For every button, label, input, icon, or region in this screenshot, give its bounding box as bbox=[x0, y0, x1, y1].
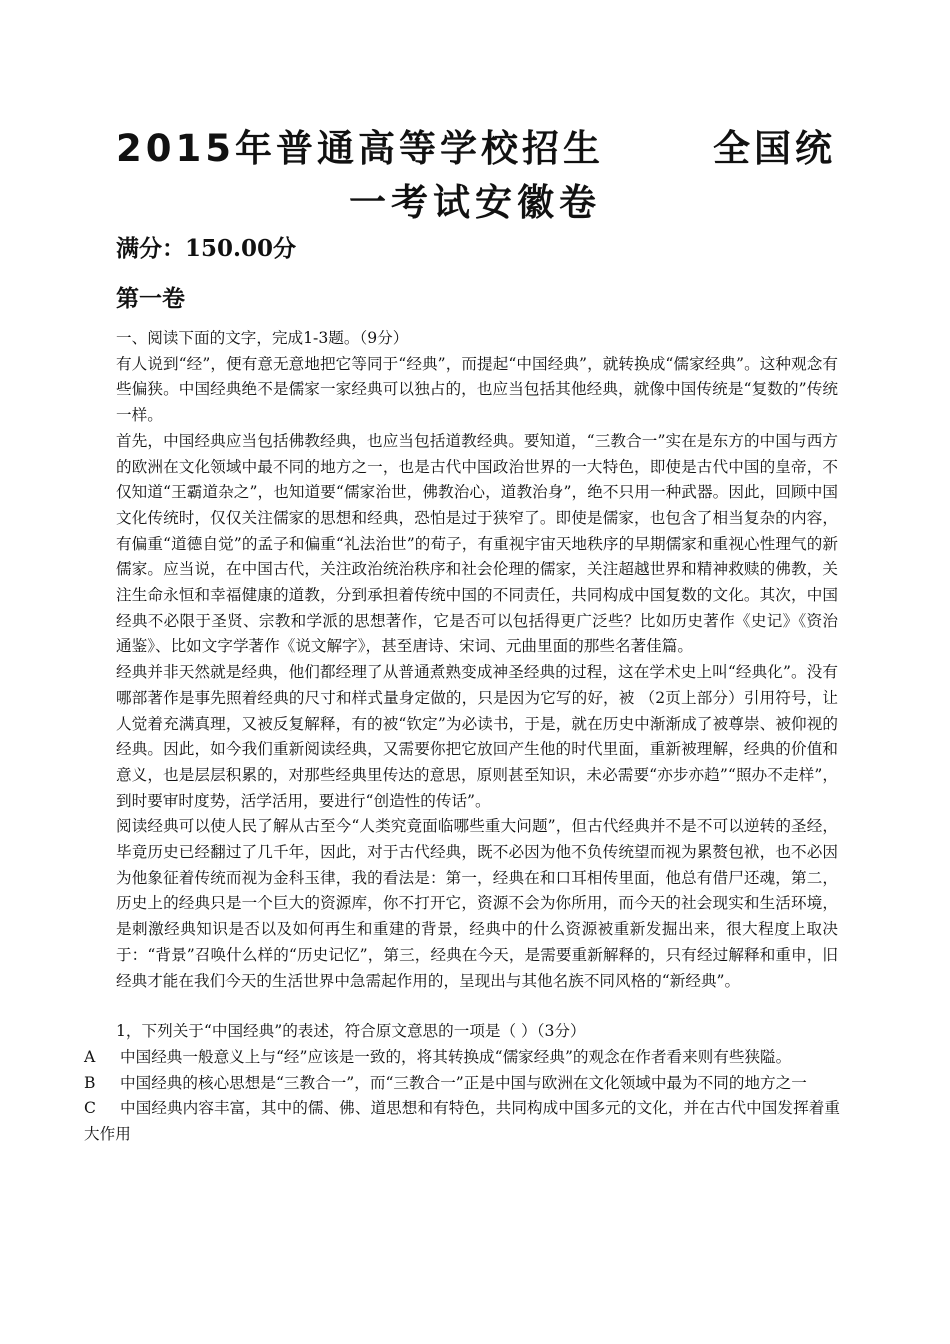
exam-title-line-1 bbox=[116, 124, 836, 174]
passage-paragraph-1: 有人说到“经”，便有意无意地把它等同于“经典”，而提起“中国经典”，就转换成“儒家经典”。这种观念有些偏狭。中国经典绝不是儒家一家经典可以独占的，也应当包括其他经典，就像中国传统是“复数的”传统一样。 bbox=[116, 354, 838, 425]
passage-paragraph-3: 经典并非天然就是经典，他们都经理了从普通煮熟变成神圣经典的过程，这在学术史上叫“经典化”。没有哪部著作是事先照着经典的尺寸和样式量身定做的，只是因为它写的好，被 （2页上部分）引用符号，让人觉着充满真理，又被反复解释，有的被“钦定”为必读书，于是，就在历史中渐渐成了被尊崇、被仰视的经典。因此，如今我们重新阅读经典，又需要你把它放回产生他的时代里面，重新被理解，经典的价值和意义，也是层层积累的，对那些经典里传达的意思，原则甚至知识，未必需要“亦步亦趋”“照办不走样”，到时要审时度势，活学活用，要进行“创造性的传话”。 bbox=[116, 663, 838, 810]
option-c bbox=[84, 1096, 840, 1147]
option-a-text: 中国经典一般意义上与“经”应该是一致的，将其转换成“儒家经典”的观念在作者看来则有些狭隘。 bbox=[120, 1048, 792, 1066]
full-score: 满分：150.00分 bbox=[116, 235, 297, 262]
exam-title-right: 全国统 bbox=[713, 127, 836, 170]
exam-title-left: 2015年普通高等学校招生 bbox=[116, 127, 604, 170]
option-a bbox=[84, 1045, 840, 1071]
passage-paragraph-4: 阅读经典可以使人民了解从古至今“人类究竟面临哪些重大问题”，但古代经典并不是不可以逆转的圣经，毕竟历史已经翻过了几千年，因此，对于古代经典，既不必因为他不负传统望而视为累赘包袱，也不必因为他象征着传统而视为金科玉律，我的看法是：第一，经典在和口耳相传里面，他总有借尸还魂，第二，历史上的经典只是一个巨大的资源库，你不打开它，资源不会为你所用，而今天的社会现实和生活环境，是刺激经典知识是否以及如何再生和重建的背景，经典中的什么资源被重新发掘出来，很大程度上取决于：“背景”召唤什么样的“历史记忆”，第三，经典在今天，是需要重新解释的，只有经过解释和重申，旧经典才能在我们今天的生活世界中急需起作用的，呈现出与其他名族不同风格的“新经典”。 bbox=[116, 817, 838, 990]
option-a-letter: A bbox=[84, 1048, 96, 1066]
volume-heading: 第一卷 bbox=[116, 285, 185, 312]
option-b bbox=[84, 1071, 840, 1097]
question-1-options bbox=[84, 1045, 840, 1148]
exam-title-line-2: 一考试安徽卷 bbox=[349, 181, 601, 224]
passage-paragraph-2: 首先，中国经典应当包括佛教经典，也应当包括道教经典。要知道，“三教合一”实在是东方的中国与西方的欧洲在文化领域中最不同的地方之一，也是古代中国政治世界的一大特色，即使是古代中国的皇帝，不仅知道“王霸道杂之”，也知道要“儒家治世，佛教治心，道教治身”，绝不只用一种武器。因此，回顾中国文化传统时，仅仅关注儒家的思想和经典，恐怕是过于狭窄了。即使是儒家，也包含了相当复杂的内容，有偏重“道德自觉”的孟子和偏重“礼法治世”的荀子，有重视宇宙天地秩序的早期儒家和重视心性理气的新儒家。应当说，在中国古代，关注政治统治秩序和社会伦理的儒家，关注超越世界和精神救赎的佛教，关注生命永恒和幸福健康的道教，分到承担着传统中国的不同责任，共同构成中国复数的文化。其次，中国经典不必限于圣贤、宗教和学派的思想著作，它是否可以包括得更广泛些？比如历史著作《史记》《资治通鉴》、比如文字学著作《说文解字》，甚至唐诗、宋词、元曲里面的那些名著佳篇。 bbox=[116, 431, 838, 656]
option-c-text: 中国经典内容丰富，其中的儒、佛、道思想和有特色，共同构成中国多元的文化，并在古代中国发挥着重大作用 bbox=[84, 1099, 840, 1144]
option-b-letter: B bbox=[84, 1073, 96, 1092]
question-1-stem: 1，下列关于“中国经典”的表述，符合原文意思的一项是（ ）（3分） bbox=[116, 1022, 586, 1040]
option-c-letter: C bbox=[84, 1099, 96, 1118]
reading-passage bbox=[116, 326, 838, 994]
section-intro: 一、阅读下面的文字，完成1-3题。（9分） bbox=[116, 329, 409, 347]
option-b-text: 中国经典的核心思想是“三教合一”，而“三教合一”正是中国与欧洲在文化领域中最为不同的地方之一 bbox=[120, 1073, 807, 1092]
